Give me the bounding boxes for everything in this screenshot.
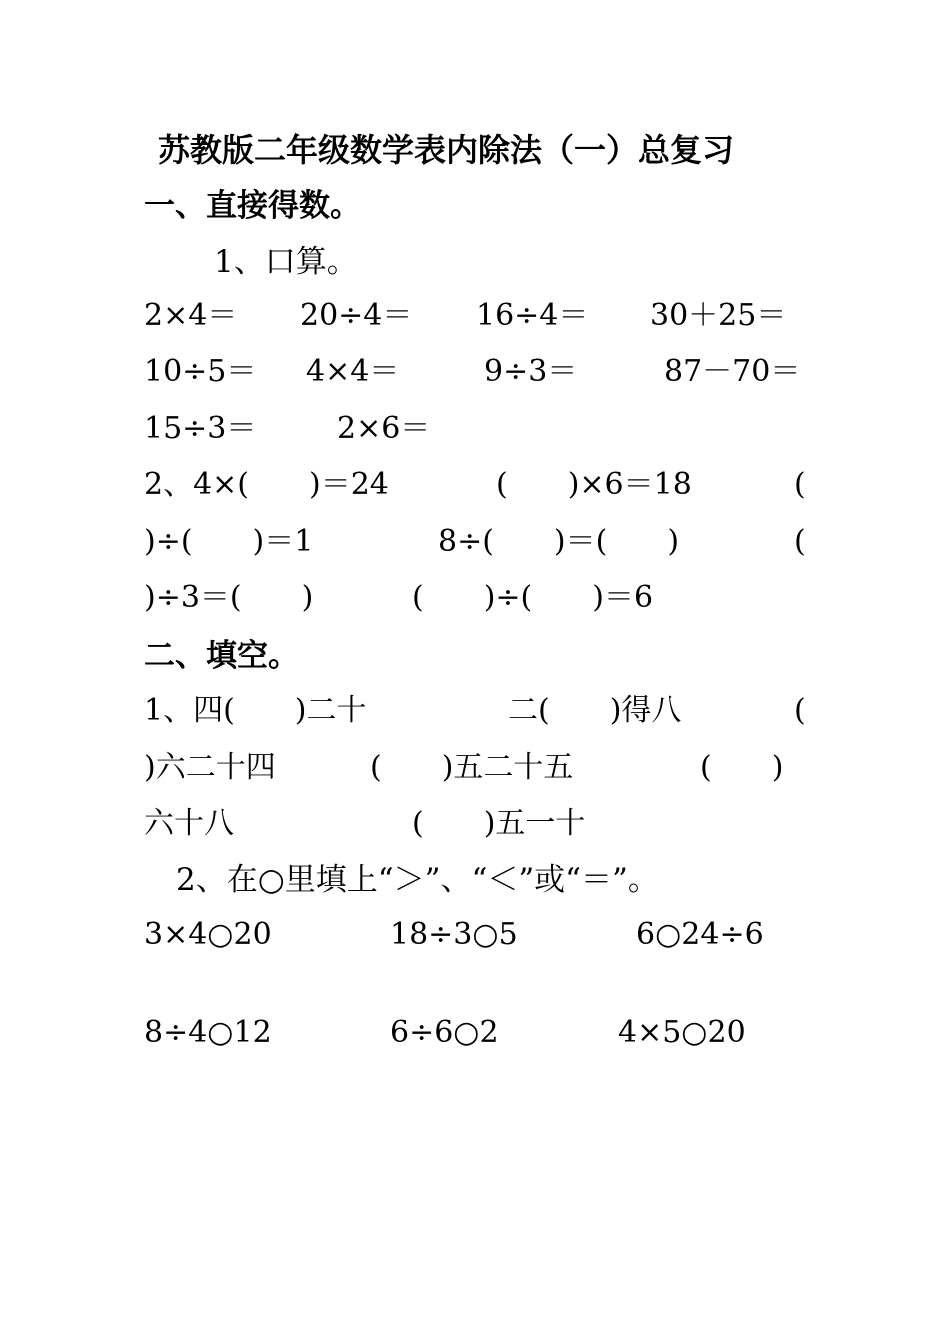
fill-problem: 2、4×( )＝24 — [144, 467, 389, 502]
fill-problem: ( )五一十 — [412, 806, 586, 841]
fill-problem: )÷( )＝1 — [144, 524, 314, 559]
fill-problem: 六十八 — [144, 806, 234, 841]
problem: 16÷4＝ — [476, 298, 589, 333]
fill-problem: ( )×6＝18 — [496, 467, 692, 502]
fill-problem: ( — [794, 693, 806, 728]
compare-problem: 18÷3○5 — [390, 917, 518, 952]
compare-problem: 4×5○20 — [618, 1015, 746, 1050]
fill-problem: ( )五二十五 — [370, 750, 574, 785]
problem: 15÷3＝ — [144, 411, 257, 446]
fill-problem: ( )÷( )＝6 — [412, 580, 654, 615]
problem: 10÷5＝ — [144, 354, 257, 389]
fill-problem: ( — [794, 524, 806, 559]
compare-problem: 6÷6○2 — [390, 1015, 499, 1050]
section-2-heading: 二、填空。 — [144, 638, 299, 674]
problem: 87－70＝ — [664, 354, 801, 389]
problem: 4×4＝ — [306, 354, 400, 389]
fill-problem: 8÷( )＝( ) — [438, 524, 680, 559]
fill-problem: ( — [794, 467, 806, 502]
section-1-heading: 一、直接得数。 — [144, 188, 361, 224]
problem: 2×4＝ — [144, 298, 238, 333]
fill-problem: 1、四( )二十 — [144, 693, 367, 728]
problem: 30＋25＝ — [650, 298, 787, 333]
problem: 9÷3＝ — [484, 354, 578, 389]
subsection-1-label: 1、口算。 — [214, 244, 358, 280]
compare-problem: 8÷4○12 — [144, 1015, 272, 1050]
compare-problem: 3×4○20 — [144, 917, 272, 952]
fill-problem: 二( )得八 — [508, 693, 682, 728]
problem: 2×6＝ — [337, 411, 431, 446]
fill-problem: ( ) — [700, 750, 784, 785]
page-title: 苏教版二年级数学表内除法（一）总复习 — [158, 131, 735, 169]
subsection-2-label: 2、在○里填上“＞”、“＜”或“＝”。 — [176, 862, 659, 898]
fill-problem: )六二十四 — [144, 750, 276, 785]
fill-problem: )÷3＝( ) — [144, 580, 314, 615]
problem: 20÷4＝ — [300, 298, 413, 333]
compare-problem: 6○24÷6 — [636, 917, 764, 952]
